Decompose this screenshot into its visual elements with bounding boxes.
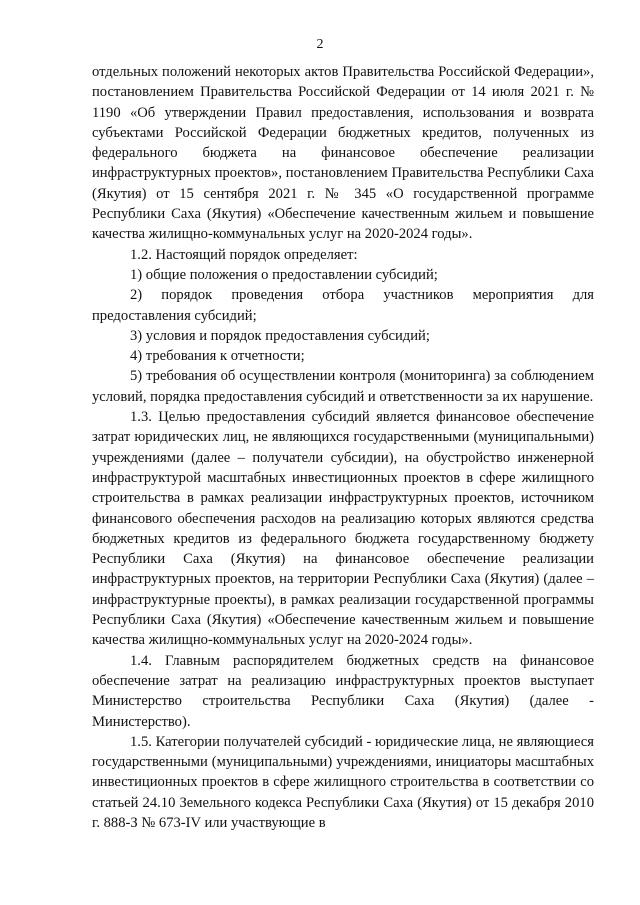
- paragraph-1-3: 1.3. Целью предоставления субсидий является финансовое обеспечение затрат юридических лиц, не являющихся государственными (муниципальными) учреждениями (далее – получатели субсидии), на обустройство инженерной инфраструктурой масштабных инвестиционных проектов в сфере жилищного строительства в рамках реализации инфраструктурных проектов, источником финансового обеспечения расходов на реализацию которых являются средства бюджетных кредитов из федерального бюджета государственному бюджету Республики Саха (Якутия) на финансовое обеспечение реализации инфраструктурных проектов, на территории Республики Саха (Якутия) (далее – инфраструктурные проекты), в рамках реализации государственной программы Республики Саха (Якутия) «Обеспечение качественным жильем и повышение качества жилищно-коммунальных услуг на 2020-2024 годы».: [92, 409, 594, 649]
- list-item-1: 1) общие положения о предоставлении субсидий;: [130, 266, 438, 283]
- paragraph-1-5: 1.5. Категории получателей субсидий - юридические лица, не являющиеся государственными (муниципальными) учреждениями, инициаторы масштабных инвестиционных проектов в сфере жилищного строительства в соответствии со статьей 24.10 Земельного кодекса Республики Саха (Якутия) от 15 декабря 2010 г. 888-З № 673-IV или участвующие в: [92, 733, 594, 831]
- list-item-4: 4) требования к отчетности;: [130, 348, 305, 365]
- list-item-5: 5) требования об осуществлении контроля (мониторинга) за соблюдением условий, порядка предоставления субсидий и ответственности за их нарушение.: [92, 368, 594, 405]
- paragraph-intro-continuation: отдельных положений некоторых актов Правительства Российской Федерации», постановлением Правительства Российской Федерации от 14 июля 2021 г. № 1190 «Об утверждении Правил предоставления, использования и возврата субъектами Российской Федерации бюджетных кредитов, полученных из федерального бюджета на финансовое обеспечение реализации инфраструктурных проектов», постановлением Правительства Республики Саха (Якутия) от 15 сентября 2021 г. № 345 «О государственной программе Республики Саха (Якутия) «Обеспечение качественным жильем и повышение качества жилищно-коммунальных услуг на 2020-2024 годы».: [92, 64, 594, 243]
- list-item-3: 3) условия и порядок предоставления субсидий;: [130, 327, 430, 344]
- list-item-2: 2) порядок проведения отбора участников мероприятия для предоставления субсидий;: [92, 287, 594, 324]
- page-number: 2: [316, 37, 324, 52]
- paragraph-1-2: 1.2. Настоящий порядок определяет:: [130, 246, 358, 263]
- document-body: [92, 62, 594, 833]
- paragraph-1-4: 1.4. Главным распорядителем бюджетных средств на финансовое обеспечение затрат на реализацию инфраструктурных проектов выступает Министерство строительства Республики Саха (Якутия) (далее - Министерство).: [92, 652, 594, 730]
